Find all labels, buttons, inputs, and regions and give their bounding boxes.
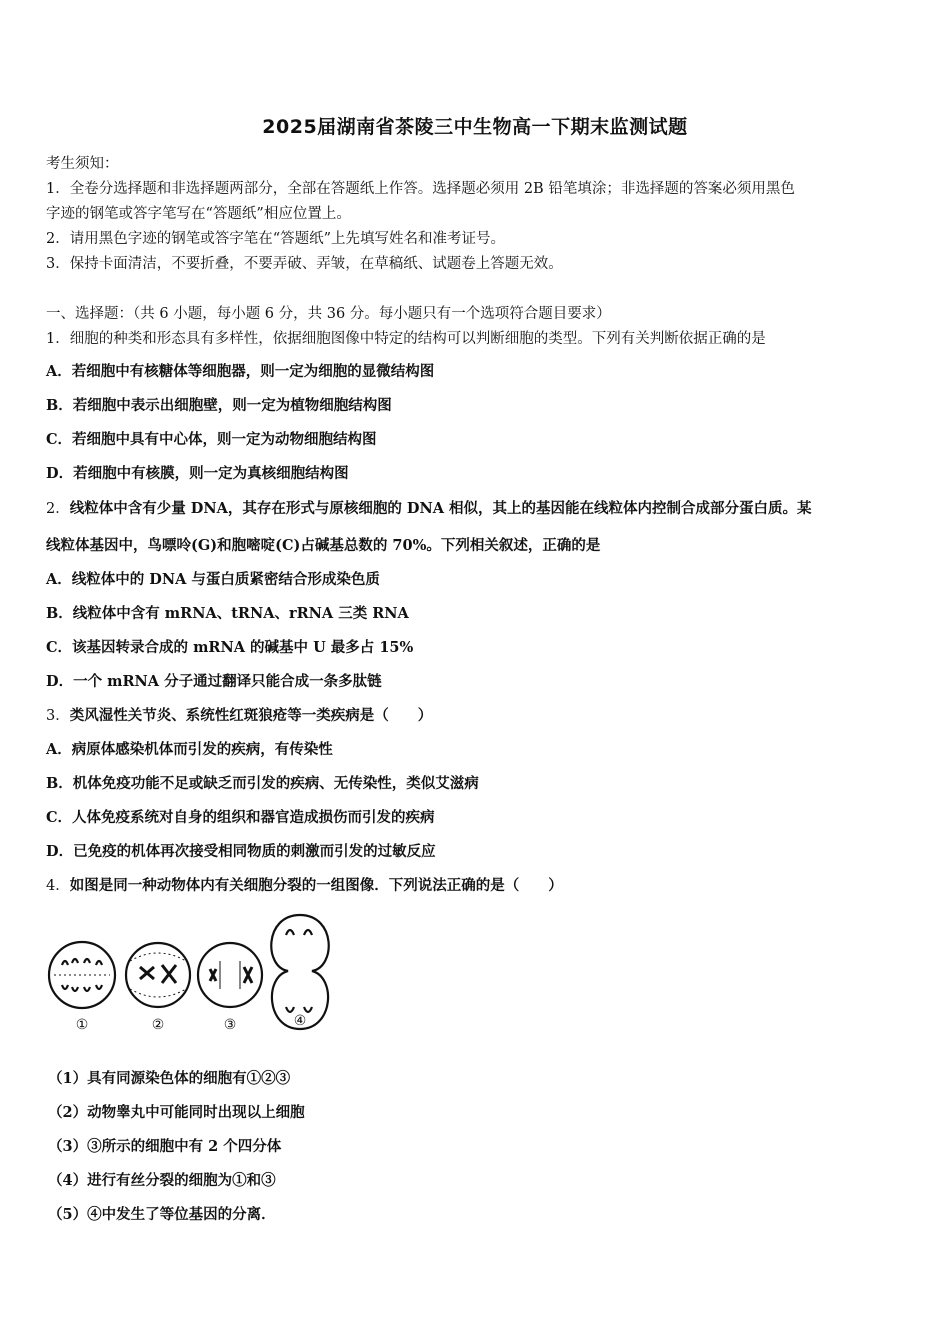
q1-option-a: A．若细胞中有核糖体等细胞器，则一定为细胞的显微结构图 [46,363,435,380]
cell-2-outline [126,943,190,1007]
question-3-stem: 3．类风湿性关节炎、系统性红斑狼疮等一类疾病是（ ） [46,707,433,724]
q4-statement-2: （2）动物睾丸中可能同时出现以上细胞 [48,1104,305,1121]
q4-statement-1: （1）具有同源染色体的细胞有①②③ [48,1070,291,1087]
question-number: 3． [46,708,70,724]
cell-4-upper-chromosomes [286,930,312,935]
q3-option-a: A．病原体感染机体而引发的疾病，有传染性 [46,741,333,758]
cell-4-lower-chromosomes [286,1007,312,1012]
q2-option-a: A．线粒体中的 DNA 与蛋白质紧密结合形成染色质 [46,571,380,588]
figure-label-2: ② [151,1017,165,1033]
cell-3-spindle [220,961,240,989]
q1-option-b: B．若细胞中表示出细胞壁，则一定为植物细胞结构图 [46,397,392,414]
question-number: 1． [46,331,70,347]
cell-1-upper-chromosomes [62,959,102,965]
cell-3-outline [198,943,262,1007]
q3-option-c: C．人体免疫系统对自身的组织和器官造成损伤而引发的疾病 [46,809,435,826]
q4-statement-3: （3）③所示的细胞中有 2 个四分体 [48,1138,282,1155]
notice-item-3: 3．保持卡面清洁，不要折叠，不要弄破、弄皱，在草稿纸、试题卷上答题无效。 [46,256,563,272]
figure-label-3: ③ [223,1017,237,1033]
q2-option-c: C．该基因转录合成的 mRNA 的碱基中 U 最多占 15% [46,639,414,656]
q4-statement-4: （4）进行有丝分裂的细胞为①和③ [48,1172,276,1189]
question-number: 2． [46,501,70,517]
q1-option-c: C．若细胞中具有中心体，则一定为动物细胞结构图 [46,431,377,448]
q2-option-b: B．线粒体中含有 mRNA、tRNA、rRNA 三类 RNA [46,605,409,622]
cell-3-chromosomes [210,967,252,983]
figure-label-1: ① [75,1017,89,1033]
cell-2-spindle [130,953,186,997]
question-number: 4． [46,878,70,894]
section-heading: 一、选择题：（共 6 小题，每小题 6 分，共 36 分。每小题只有一个选项符合题目要求） [46,306,611,322]
cell-division-figure [44,905,344,1035]
question-2-stem-line-1: 2．线粒体中含有少量 DNA，其存在形式与原核细胞的 DNA 相似，其上的基因能在线粒体内控制合成部分蛋白质。某 [46,500,812,517]
notice-item-1-line-1: 1．全卷分选择题和非选择题两部分，全部在答题纸上作答。选择题必须用 2B 铅笔填涂；非选择题的答案必须用黑色 [46,181,795,197]
notice-heading: 考生须知： [46,156,119,172]
question-4-stem: 4．如图是同一种动物体内有关细胞分裂的一组图像．下列说法正确的是（ ） [46,877,563,894]
question-2-stem-line-2: 线粒体基因中，鸟嘌呤(G)和胞嘧啶(C)占碱基总数的 70%。下列相关叙述，正确的是 [46,537,601,554]
cell-4-outline [271,915,328,1029]
q3-option-d: D．已免疫的机体再次接受相同物质的刺激而引发的过敏反应 [46,843,436,860]
cell-2-chromosomes [140,965,176,983]
page-title: 2025届湖南省茶陵三中生物高一下期末监测试题 [262,116,688,138]
q3-option-b: B．机体免疫功能不足或缺乏而引发的疾病、无传染性，类似艾滋病 [46,775,479,792]
q1-option-d: D．若细胞中有核膜，则一定为真核细胞结构图 [46,465,349,482]
q4-statement-5: （5）④中发生了等位基因的分离． [48,1206,276,1223]
notice-item-1-line-2: 字迹的钢笔或答字笔写在“答题纸”相应位置上。 [46,206,351,222]
question-1-stem: 1．细胞的种类和形态具有多样性，依据细胞图像中特定的结构可以判断细胞的类型。下列有关判断依据正确的是 [46,331,766,347]
q2-option-d: D．一个 mRNA 分子通过翻译只能合成一条多肽链 [46,673,382,690]
figure-label-4: ④ [293,1013,307,1029]
notice-item-2: 2．请用黑色字迹的钢笔或答字笔在“答题纸”上先填写姓名和准考证号。 [46,231,506,247]
cell-1-lower-chromosomes [62,985,102,991]
